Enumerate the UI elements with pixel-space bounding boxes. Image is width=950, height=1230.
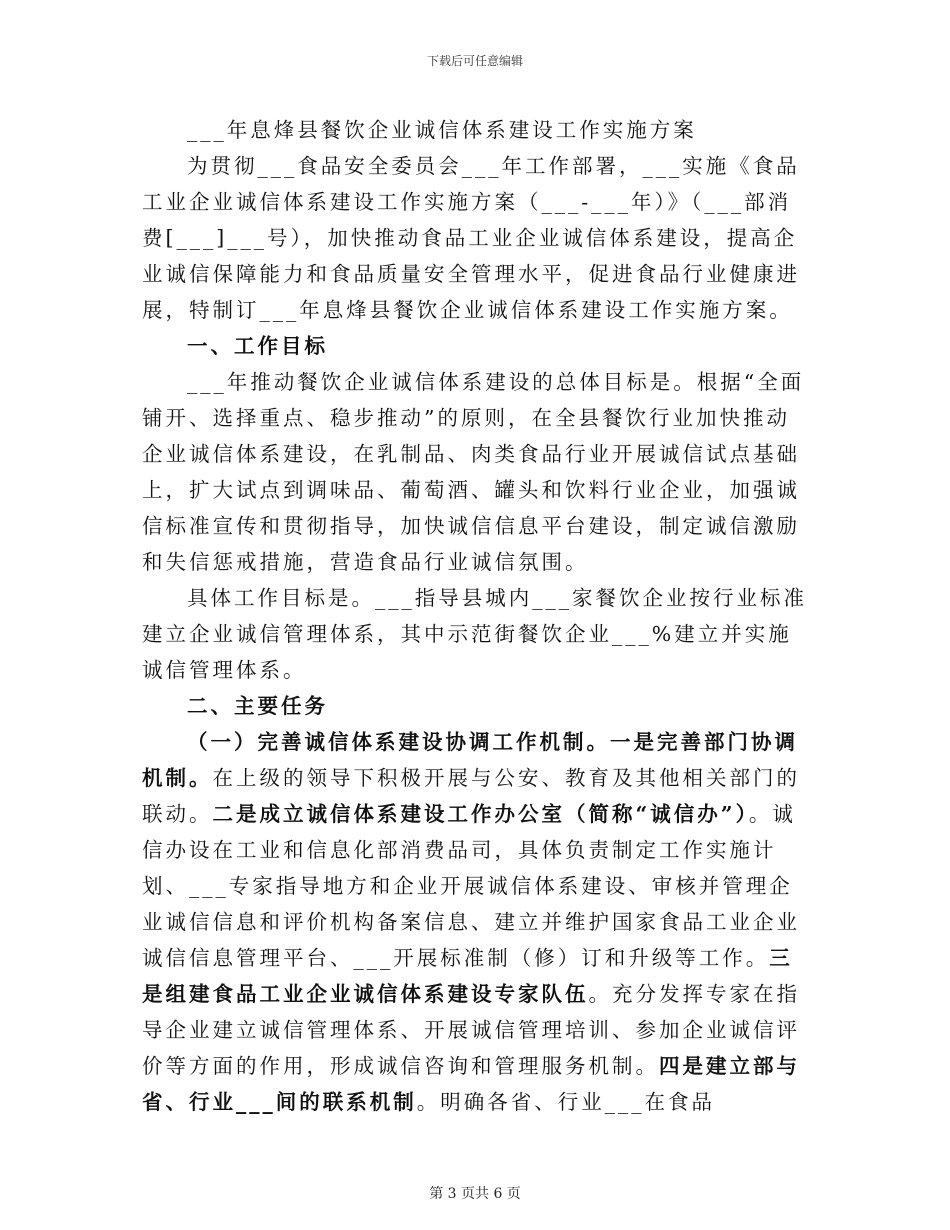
bold-run-1: （一）完善诚信体系建设协调工作机制。一是完善部门协调机制。 <box>142 730 798 790</box>
section-heading-tasks: 二、主要任务 <box>187 694 328 718</box>
page-header: 下载后可任意编辑 <box>426 54 523 68</box>
section-heading-goals: 一、工作目标 <box>187 334 328 358</box>
text-run-3: 。充分发挥专家在指导企业建立诚信管理体系、开展诚信管理培训、参加企业诚信评价等方面的作用，形成诚信咨询和管理服务机制。 <box>142 982 800 1078</box>
document-body <box>142 112 810 1120</box>
bold-run-4: 四是建立部与省、行业___间的联系机制 <box>142 1054 800 1114</box>
goals-paragraph-1: ___年推动餐饮企业诚信体系建设的总体目标是。根据“全面铺开、选择重点、稳步推动”的原则，在全县餐饮行业加快推动企业诚信体系建设，在乳制品、肉类食品行业开展诚信试点基础上，扩大试点到调味品、葡萄酒、罐头和饮料行业企业，加强诚信标准宣传和贯彻指导，加快诚信信息平台建设，制定诚信激励和失信惩戒措施，营造食品行业诚信氛围。 <box>142 370 805 574</box>
document-title: ___年息烽县餐饮企业诚信体系建设工作实施方案 <box>187 118 697 142</box>
intro-paragraph: 为贯彻___食品安全委员会___年工作部署，___实施《食品工业企业诚信体系建设工作实施方案（___-___年）》（___部消费[___]___号），加快推动食品工业企业诚信体系建设，提高企业诚信保障能力和食品质量安全管理水平，促进食品行业健康进展，特制订___年息烽县餐饮企业诚信体系建设工作实施方案。 <box>142 154 800 322</box>
text-run-2: 。诚信办设在工业和信息化部消费品司，具体负责制定工作实施计划、___专家指导地方和企业开展诚信体系建设、审核并管理企业诚信信息和评价机构备案信息、建立并维护国家食品工业企业诚信信息管理平台、___开展标准制（修）订和升级等工作。 <box>142 802 800 970</box>
bold-run-3: 三是组建食品工业企业诚信体系建设专家队伍 <box>142 946 793 1006</box>
text-run-4: 。明确各省、行业___在食品 <box>416 1090 715 1114</box>
tasks-paragraph-1 <box>142 724 810 1120</box>
bold-run-2: 二是成立诚信体系建设工作办公室（简称“诚信办”） <box>212 802 749 826</box>
goals-paragraph-2: 具体工作目标是。___指导县城内___家餐饮企业按行业标准建立企业诚信管理体系，其中示范街餐饮企业___%建立并实施诚信管理体系。 <box>142 586 807 682</box>
text-run-1: 在上级的领导下积极开展与公安、教育及其他相关部门的联动。 <box>142 766 800 826</box>
page-footer: 第 3 页共 6 页 <box>429 1186 521 1202</box>
